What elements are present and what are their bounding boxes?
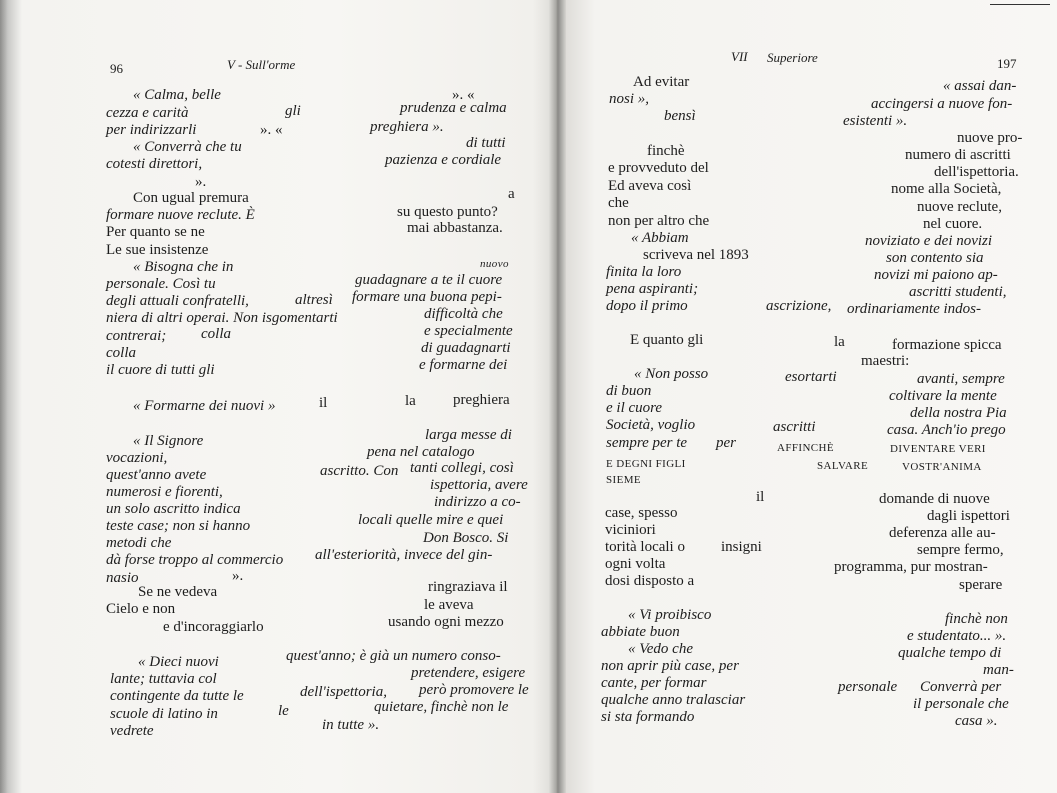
text-line: colla bbox=[106, 345, 136, 361]
text-line: casa ». bbox=[955, 713, 998, 729]
text-line: lante; tuttavia col bbox=[110, 671, 217, 687]
text-line: « Dieci nuovi bbox=[138, 654, 219, 670]
text-line: teste case; non si hanno bbox=[106, 518, 251, 534]
text-line: cezza e carità bbox=[106, 105, 189, 121]
text-line: nosi », bbox=[609, 91, 650, 107]
text-line: qualche tempo di bbox=[898, 645, 1002, 661]
text-line: dopo il primo bbox=[606, 298, 688, 314]
right-book-page bbox=[555, 0, 1057, 793]
text-line: accingersi a nuove fon- bbox=[871, 96, 1013, 112]
text-line: e il cuore bbox=[606, 400, 663, 416]
text-line: finita la loro bbox=[606, 264, 682, 280]
text-line: « Formarne dei nuovi » bbox=[133, 398, 276, 414]
text-line: non per altro che bbox=[608, 213, 710, 229]
text-line: ». bbox=[232, 568, 244, 584]
text-line: ascritto. Con bbox=[320, 463, 399, 479]
text-line: finchè non bbox=[945, 611, 1008, 627]
text-line: ascritti bbox=[773, 419, 816, 435]
text-line: « Il Signore bbox=[133, 433, 204, 449]
text-line: sempre per te bbox=[606, 435, 688, 451]
right-running-head-title: Superiore bbox=[767, 50, 818, 65]
text-line: per indirizzarli bbox=[106, 122, 197, 138]
text-line: avanti, sempre bbox=[917, 371, 1005, 387]
text-line: Ad evitar bbox=[633, 74, 690, 90]
text-line: ringraziava il bbox=[428, 579, 508, 595]
text-line: gli bbox=[285, 103, 301, 119]
text-line: per bbox=[716, 435, 736, 451]
text-line: personale bbox=[838, 679, 898, 695]
text-line: Se ne vedeva bbox=[138, 584, 218, 600]
text-line: le bbox=[278, 703, 289, 719]
text-line: nasio bbox=[106, 570, 139, 586]
text-line: DIVENTARE VERI bbox=[890, 443, 986, 455]
text-line: cotesti direttori, bbox=[106, 156, 203, 172]
text-line: a bbox=[508, 186, 515, 202]
text-line: nome alla Società, bbox=[891, 181, 1002, 197]
text-line: viciniori bbox=[605, 522, 656, 538]
text-line: deferenza alle au- bbox=[889, 525, 996, 541]
text-line: nuove pro- bbox=[957, 130, 1023, 146]
text-line: cante, per formar bbox=[601, 675, 707, 691]
text-line: bensì bbox=[664, 108, 696, 124]
text-line: novizi mi paiono ap- bbox=[874, 267, 998, 283]
text-line: « Vedo che bbox=[628, 641, 693, 657]
text-line: domande di nuove bbox=[879, 491, 990, 507]
text-line: sempre fermo, bbox=[917, 542, 1004, 558]
text-line: larga messe di bbox=[425, 427, 512, 443]
text-line: indirizzo a co- bbox=[434, 494, 521, 510]
text-line: Ed aveva così bbox=[608, 178, 692, 194]
text-line: « assai dan- bbox=[943, 78, 1017, 94]
text-line: dà forse troppo al commercio bbox=[106, 552, 284, 568]
text-line: E DEGNI FIGLI bbox=[606, 458, 686, 470]
text-line: scriveva nel 1893 bbox=[643, 247, 749, 263]
text-line: colla bbox=[201, 326, 231, 342]
text-line: dosi disposto a bbox=[605, 573, 695, 589]
text-line: quest'anno; è già un numero conso- bbox=[286, 648, 501, 664]
text-line: Per quanto se ne bbox=[106, 224, 205, 240]
text-line: « Non posso bbox=[634, 366, 709, 382]
text-line: son contento sia bbox=[886, 250, 984, 266]
text-line: però promovere le bbox=[419, 682, 529, 698]
book-gutter bbox=[548, 0, 566, 793]
text-line: sperare bbox=[959, 577, 1003, 593]
text-line: locali quelle mire e quei bbox=[358, 512, 504, 528]
text-line: il cuore di tutti gli bbox=[106, 362, 215, 378]
text-line: il personale che bbox=[913, 696, 1009, 712]
text-line: usando ogni mezzo bbox=[388, 614, 504, 630]
text-line: in tutte ». bbox=[322, 717, 380, 733]
text-line: dell'ispettoria, bbox=[300, 684, 387, 700]
text-line: ogni volta bbox=[605, 556, 666, 572]
text-line: esortarti bbox=[785, 369, 837, 385]
text-line: torità locali o bbox=[605, 539, 685, 555]
text-line: nuove reclute, bbox=[917, 199, 1002, 215]
left-running-head: V - Sull'orme bbox=[227, 57, 296, 72]
text-line: ascritti studenti, bbox=[909, 284, 1007, 300]
text-line: personale. Così tu bbox=[106, 276, 216, 292]
text-line: abbiate buon bbox=[601, 624, 680, 640]
text-line: casa. Anch'io prego bbox=[887, 422, 1006, 438]
text-line: su questo punto? bbox=[397, 204, 498, 220]
text-line: preghiera bbox=[453, 392, 510, 408]
text-line: un solo ascritto indica bbox=[106, 501, 241, 517]
text-line: e provveduto del bbox=[608, 160, 709, 176]
text-line: ». « bbox=[452, 87, 475, 103]
text-line: dell'ispettoria. bbox=[934, 164, 1019, 180]
text-line: esistenti ». bbox=[843, 113, 908, 129]
text-line: « Converrà che tu bbox=[133, 139, 242, 155]
text-line: pena aspiranti; bbox=[606, 281, 699, 297]
text-line: VOSTR'ANIMA bbox=[902, 461, 982, 473]
text-line: programma, pur mostran- bbox=[834, 559, 988, 575]
text-line: e specialmente bbox=[424, 323, 513, 339]
text-line: SIEME bbox=[606, 474, 641, 486]
text-line: mai abbastanza. bbox=[407, 220, 503, 236]
left-page-number: 96 bbox=[110, 61, 123, 76]
text-line: vedrete bbox=[110, 723, 154, 739]
text-line: noviziato e dei novizi bbox=[865, 233, 993, 249]
text-line: formazione spicca bbox=[892, 337, 1002, 353]
text-line: il bbox=[756, 489, 765, 505]
text-line: coltivare la mente bbox=[889, 388, 997, 404]
text-line: formare una buona pepi- bbox=[352, 289, 502, 305]
text-line: insigni bbox=[721, 539, 762, 555]
text-line: metodi che bbox=[106, 535, 172, 551]
text-line: si sta formando bbox=[601, 709, 695, 725]
right-page-number: 197 bbox=[997, 56, 1017, 71]
text-line: ». bbox=[195, 174, 207, 190]
text-line: AFFINCHÈ bbox=[777, 442, 834, 454]
text-line: e formarne dei bbox=[419, 357, 508, 373]
text-line: finchè bbox=[647, 143, 685, 159]
text-line: niera di altri operai. Non isgomentarti bbox=[106, 310, 338, 326]
text-line: E quanto gli bbox=[630, 332, 704, 348]
text-line: guadagnare a te il cuore bbox=[355, 272, 503, 288]
text-line: della nostra Pia bbox=[910, 405, 1007, 421]
text-line: e d'incoraggiarlo bbox=[163, 619, 264, 635]
text-line: Società, voglio bbox=[606, 417, 696, 433]
text-line: Con ugual premura bbox=[133, 190, 249, 206]
text-line: « Bisogna che in bbox=[133, 259, 234, 275]
text-line: dagli ispettori bbox=[927, 508, 1010, 524]
text-line: « Abbiam bbox=[631, 230, 689, 246]
text-line: Converrà per bbox=[920, 679, 1002, 695]
text-line: le aveva bbox=[424, 597, 474, 613]
text-line: di guadagnarti bbox=[421, 340, 511, 356]
text-line: scuole di latino in bbox=[110, 706, 218, 722]
text-line: preghiera ». bbox=[370, 119, 444, 135]
text-line: che bbox=[608, 195, 629, 211]
text-line: all'esteriorità, invece del gin- bbox=[315, 547, 493, 563]
text-line: SALVARE bbox=[817, 460, 869, 472]
text-line: pazienza e cordiale bbox=[385, 152, 502, 168]
text-line: la bbox=[834, 334, 845, 350]
text-line: Cielo e non bbox=[106, 601, 176, 617]
text-line: Don Bosco. Si bbox=[423, 530, 509, 546]
text-line: degli attuali confratelli, bbox=[106, 293, 249, 309]
text-line: contingente da tutte le bbox=[110, 688, 244, 704]
text-line: quest'anno avete bbox=[106, 467, 207, 483]
text-line: tanti collegi, così bbox=[410, 460, 514, 476]
text-line: qualche anno tralasciar bbox=[601, 692, 746, 708]
text-line: ordinariamente indos- bbox=[847, 301, 982, 317]
right-running-head-number: VII bbox=[731, 49, 748, 64]
text-line: nuovo bbox=[480, 258, 509, 270]
text-line: contrerai; bbox=[106, 328, 167, 344]
text-line: ». « bbox=[260, 122, 283, 138]
text-line: difficoltà che bbox=[424, 306, 503, 322]
text-line: ispettoria, avere bbox=[430, 477, 528, 493]
text-line: quietare, finchè non le bbox=[374, 699, 509, 715]
text-line: « Calma, belle bbox=[133, 87, 221, 103]
text-line: e studentato... ». bbox=[907, 628, 1007, 644]
text-line: case, spesso bbox=[605, 505, 678, 521]
text-line: il bbox=[319, 395, 328, 411]
text-line: nel cuore. bbox=[923, 216, 983, 232]
text-line: Le sue insistenze bbox=[106, 242, 209, 258]
text-line: numero di ascritti bbox=[905, 147, 1011, 163]
text-line: la bbox=[405, 393, 416, 409]
text-line: prudenza e calma bbox=[400, 100, 507, 116]
text-line: non aprir più case, per bbox=[601, 658, 739, 674]
text-line: man- bbox=[983, 662, 1014, 678]
top-rule bbox=[990, 4, 1050, 5]
text-line: « Vi proibisco bbox=[628, 607, 712, 623]
text-line: pena nel catalogo bbox=[367, 444, 475, 460]
text-line: vocazioni, bbox=[106, 450, 168, 466]
text-line: altresì bbox=[295, 292, 333, 308]
text-line: di tutti bbox=[466, 135, 506, 151]
text-line: di buon bbox=[606, 383, 652, 399]
text-line: ascrizione, bbox=[766, 298, 832, 314]
text-line: numerosi e fiorenti, bbox=[106, 484, 223, 500]
text-line: pretendere, esigere bbox=[411, 665, 526, 681]
text-line: formare nuove reclute. È bbox=[106, 207, 255, 223]
text-line: maestri: bbox=[861, 353, 910, 369]
